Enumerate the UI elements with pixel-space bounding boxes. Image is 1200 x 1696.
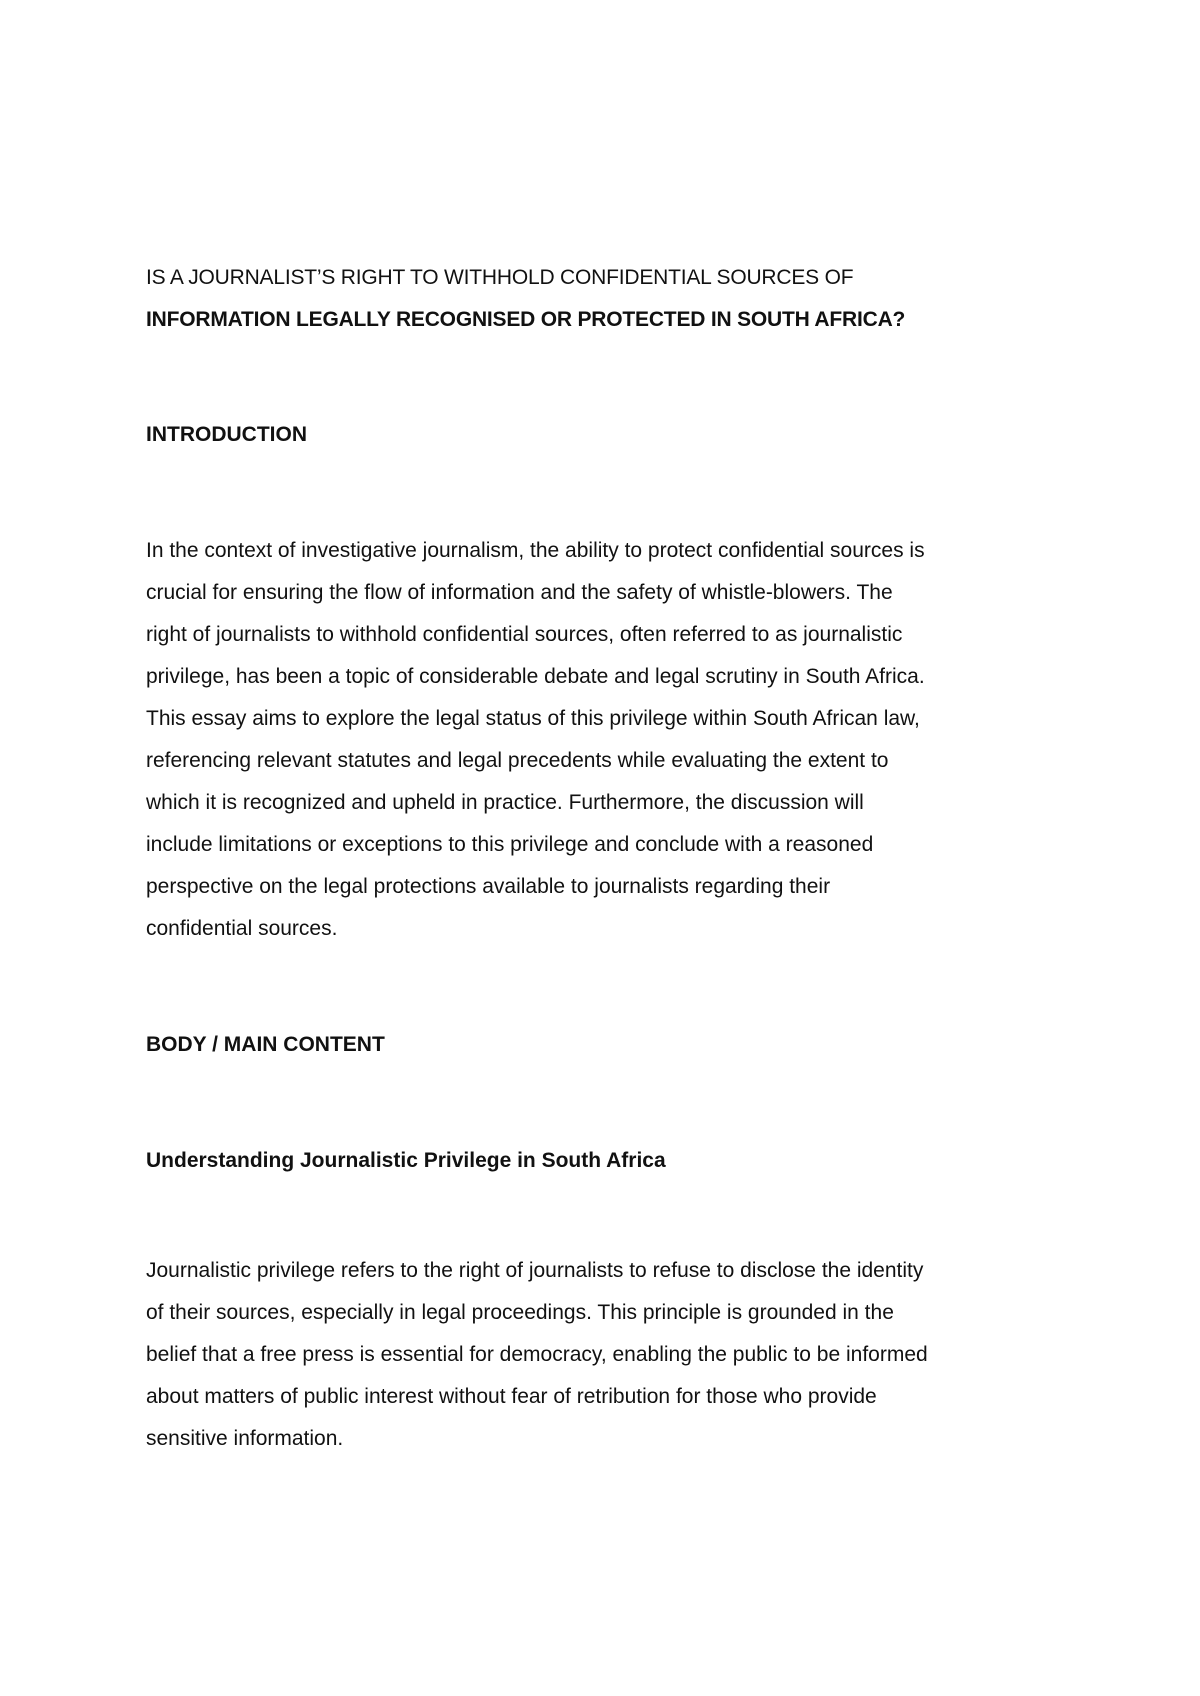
section-heading: Understanding Journalistic Privilege in South Africa: [146, 1149, 666, 1172]
paragraph-line: crucial for ensuring the flow of information and the safety of whistle-blowers. The: [146, 581, 893, 604]
paragraph-line: confidential sources.: [146, 917, 338, 940]
paragraph-line: perspective on the legal protections available to journalists regarding their: [146, 875, 831, 898]
title-line-2: INFORMATION LEGALLY RECOGNISED OR PROTECTED IN SOUTH AFRICA?: [146, 308, 906, 331]
paragraph-line: belief that a free press is essential for democracy, enabling the public to be informed: [146, 1343, 928, 1366]
paragraph-line: Journalistic privilege refers to the right of journalists to refuse to disclose the identity: [146, 1259, 924, 1282]
title-line-1: IS A JOURNALIST’S RIGHT TO WITHHOLD CONFIDENTIAL SOURCES OF: [146, 266, 854, 289]
section-paragraph: [146, 1250, 1076, 1460]
paragraph-line: referencing relevant statutes and legal precedents while evaluating the extent to: [146, 749, 889, 772]
body-heading: BODY / MAIN CONTENT: [146, 1033, 385, 1056]
paragraph-line: include limitations or exceptions to this privilege and conclude with a reasoned: [146, 833, 874, 856]
introduction-paragraph: [146, 530, 1076, 950]
paragraph-line: about matters of public interest without fear of retribution for those who provide: [146, 1385, 877, 1408]
paragraph-line: privilege, has been a topic of considerable debate and legal scrutiny in South Africa.: [146, 665, 925, 688]
document-title: [146, 257, 1076, 341]
paragraph-line: sensitive information.: [146, 1427, 344, 1450]
paragraph-line: In the context of investigative journalism, the ability to protect confidential sources is: [146, 539, 925, 562]
paragraph-line: of their sources, especially in legal proceedings. This principle is grounded in the: [146, 1301, 894, 1324]
paragraph-line: This essay aims to explore the legal status of this privilege within South African law,: [146, 707, 920, 730]
paragraph-line: right of journalists to withhold confidential sources, often referred to as journalistic: [146, 623, 903, 646]
paragraph-line: which it is recognized and upheld in practice. Furthermore, the discussion will: [146, 791, 864, 814]
introduction-heading: INTRODUCTION: [146, 423, 307, 446]
